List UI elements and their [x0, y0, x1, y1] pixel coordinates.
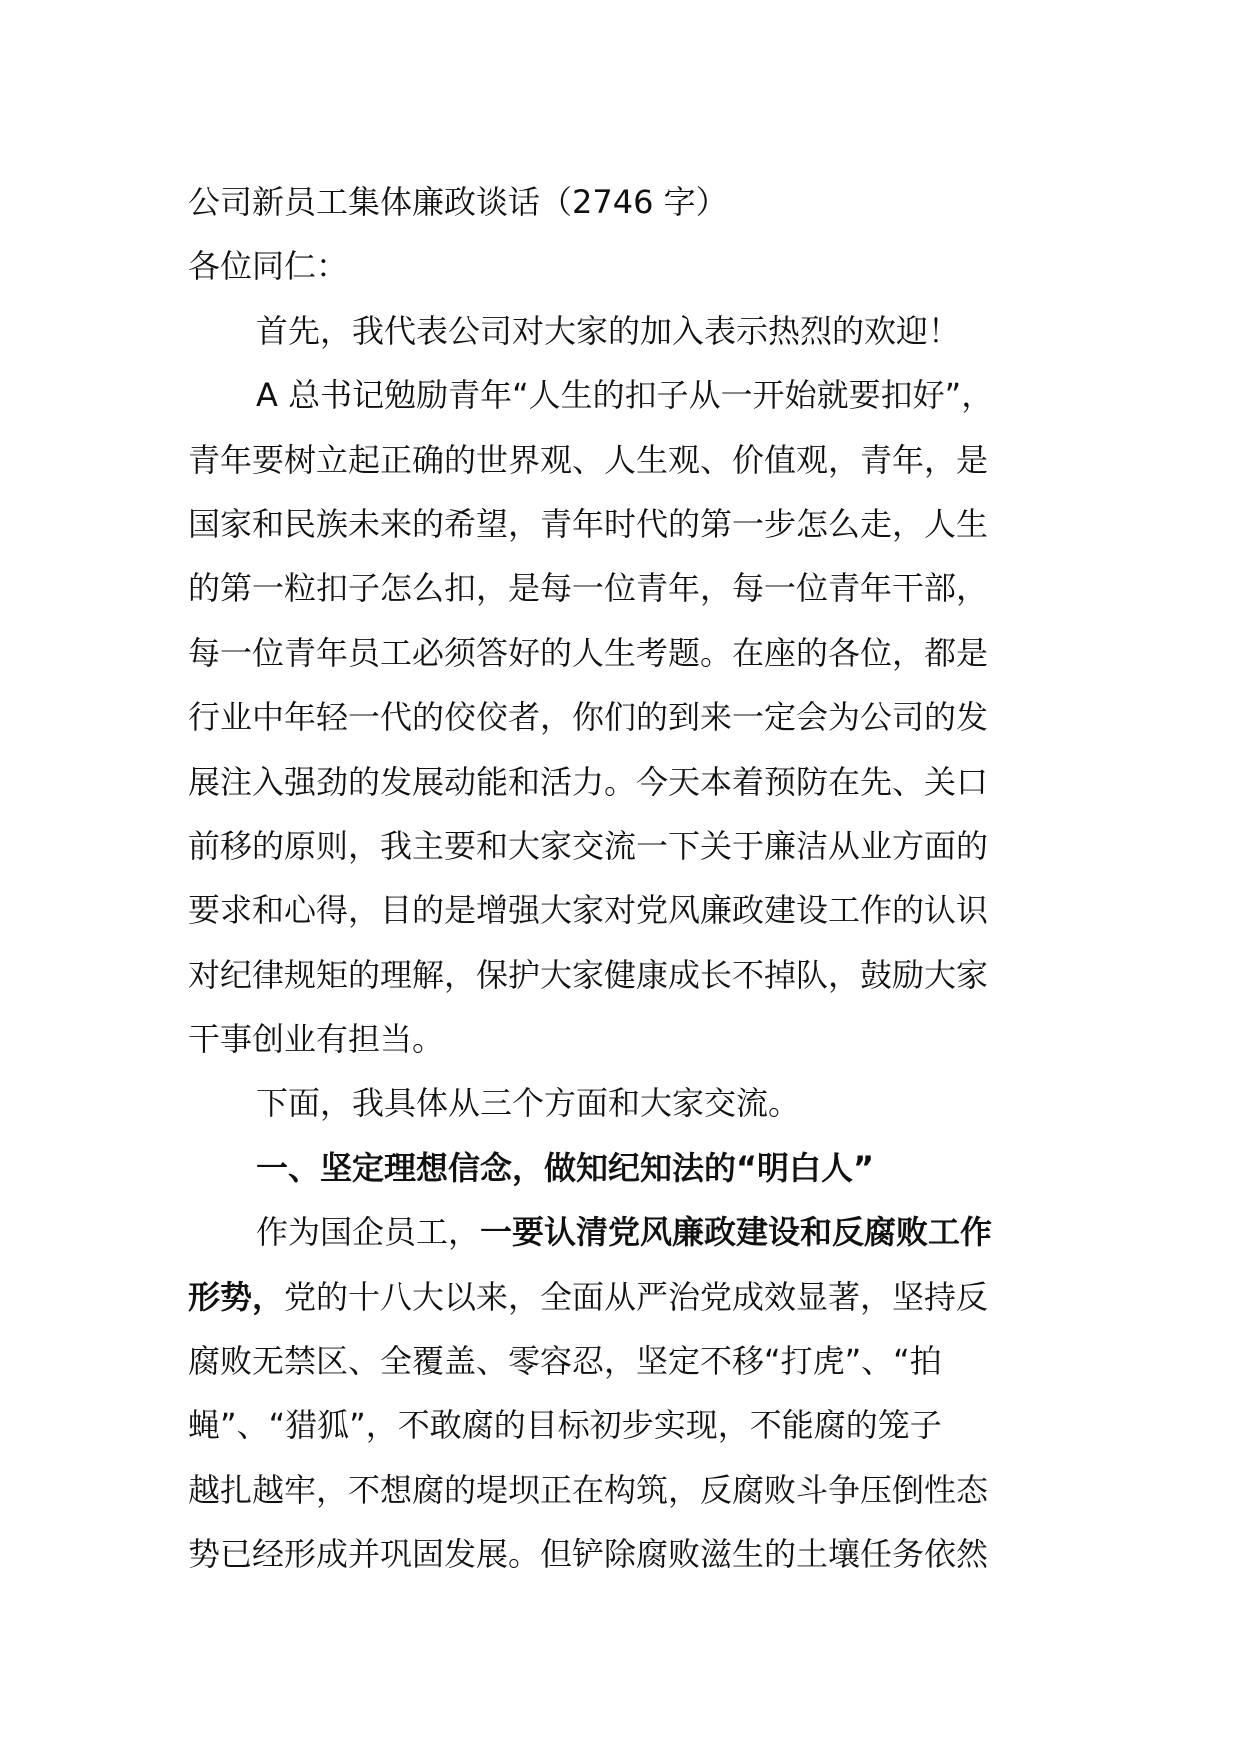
document-page	[188, 170, 1058, 1587]
paragraph-line: 的第一粒扣子怎么扣，是每一位青年，每一位青年干部，	[188, 569, 989, 608]
paragraph-line	[188, 1265, 1058, 1329]
section-heading: 一、坚定理想信念，做知纪知法的“明白人”	[256, 1148, 875, 1187]
paragraph-intro: 下面，我具体从三个方面和大家交流。	[256, 1084, 801, 1123]
paragraph-line: 对纪律规矩的理解，保护大家健康成长不掉队，鼓励大家	[188, 955, 989, 994]
paragraph-line: 行业中年轻一代的佼佼者，你们的到来一定会为公司的发	[188, 698, 989, 737]
paragraph-line: 青年要树立起正确的世界观、人生观、价值观，青年，是	[188, 440, 989, 479]
paragraph-line: 蝇”、“猎狐”，不敢腐的目标初步实现，不能腐的笼子	[188, 1406, 942, 1445]
paragraph-text: 作为国企员工，	[256, 1213, 481, 1252]
salutation: 各位同仁：	[188, 247, 349, 286]
emphasis-text: 形势，	[188, 1277, 285, 1316]
paragraph-line: 腐败无禁区、全覆盖、零容忍，坚定不移“打虎”、“拍	[188, 1342, 942, 1381]
paragraph-line: 势已经形成并巩固发展。但铲除腐败滋生的土壤任务依然	[188, 1535, 989, 1574]
paragraph-line: 要求和心得，目的是增强大家对党风廉政建设工作的认识	[188, 891, 989, 930]
paragraph-line: 越扎越牢，不想腐的堤坝正在构筑，反腐败斗争压倒性态	[188, 1470, 989, 1509]
paragraph-line: A 总书记勉励青年“人生的扣子从一开始就要扣好”，	[256, 376, 994, 415]
paragraph-text: 党的十八大以来，全面从严治党成效显著，坚持反	[284, 1277, 989, 1316]
document-title: 公司新员工集体廉政谈话（2746 字）	[188, 183, 728, 221]
paragraph-line: 干事创业有担当。	[188, 1020, 445, 1059]
paragraph-line: 前移的原则，我主要和大家交流一下关于廉洁从业方面的	[188, 826, 989, 865]
paragraph-line: 展注入强劲的发展动能和活力。今天本着预防在先、关口	[188, 762, 989, 801]
paragraph-line: 每一位青年员工必须答好的人生考题。在座的各位，都是	[188, 633, 989, 672]
paragraph-welcome: 首先，我代表公司对大家的加入表示热烈的欢迎！	[256, 311, 961, 350]
emphasis-text: 一要认清党风廉政建设和反腐败工作	[480, 1213, 993, 1252]
paragraph-line	[188, 1200, 1058, 1264]
paragraph-line: 国家和民族未来的希望，青年时代的第一步怎么走，人生	[188, 504, 989, 543]
